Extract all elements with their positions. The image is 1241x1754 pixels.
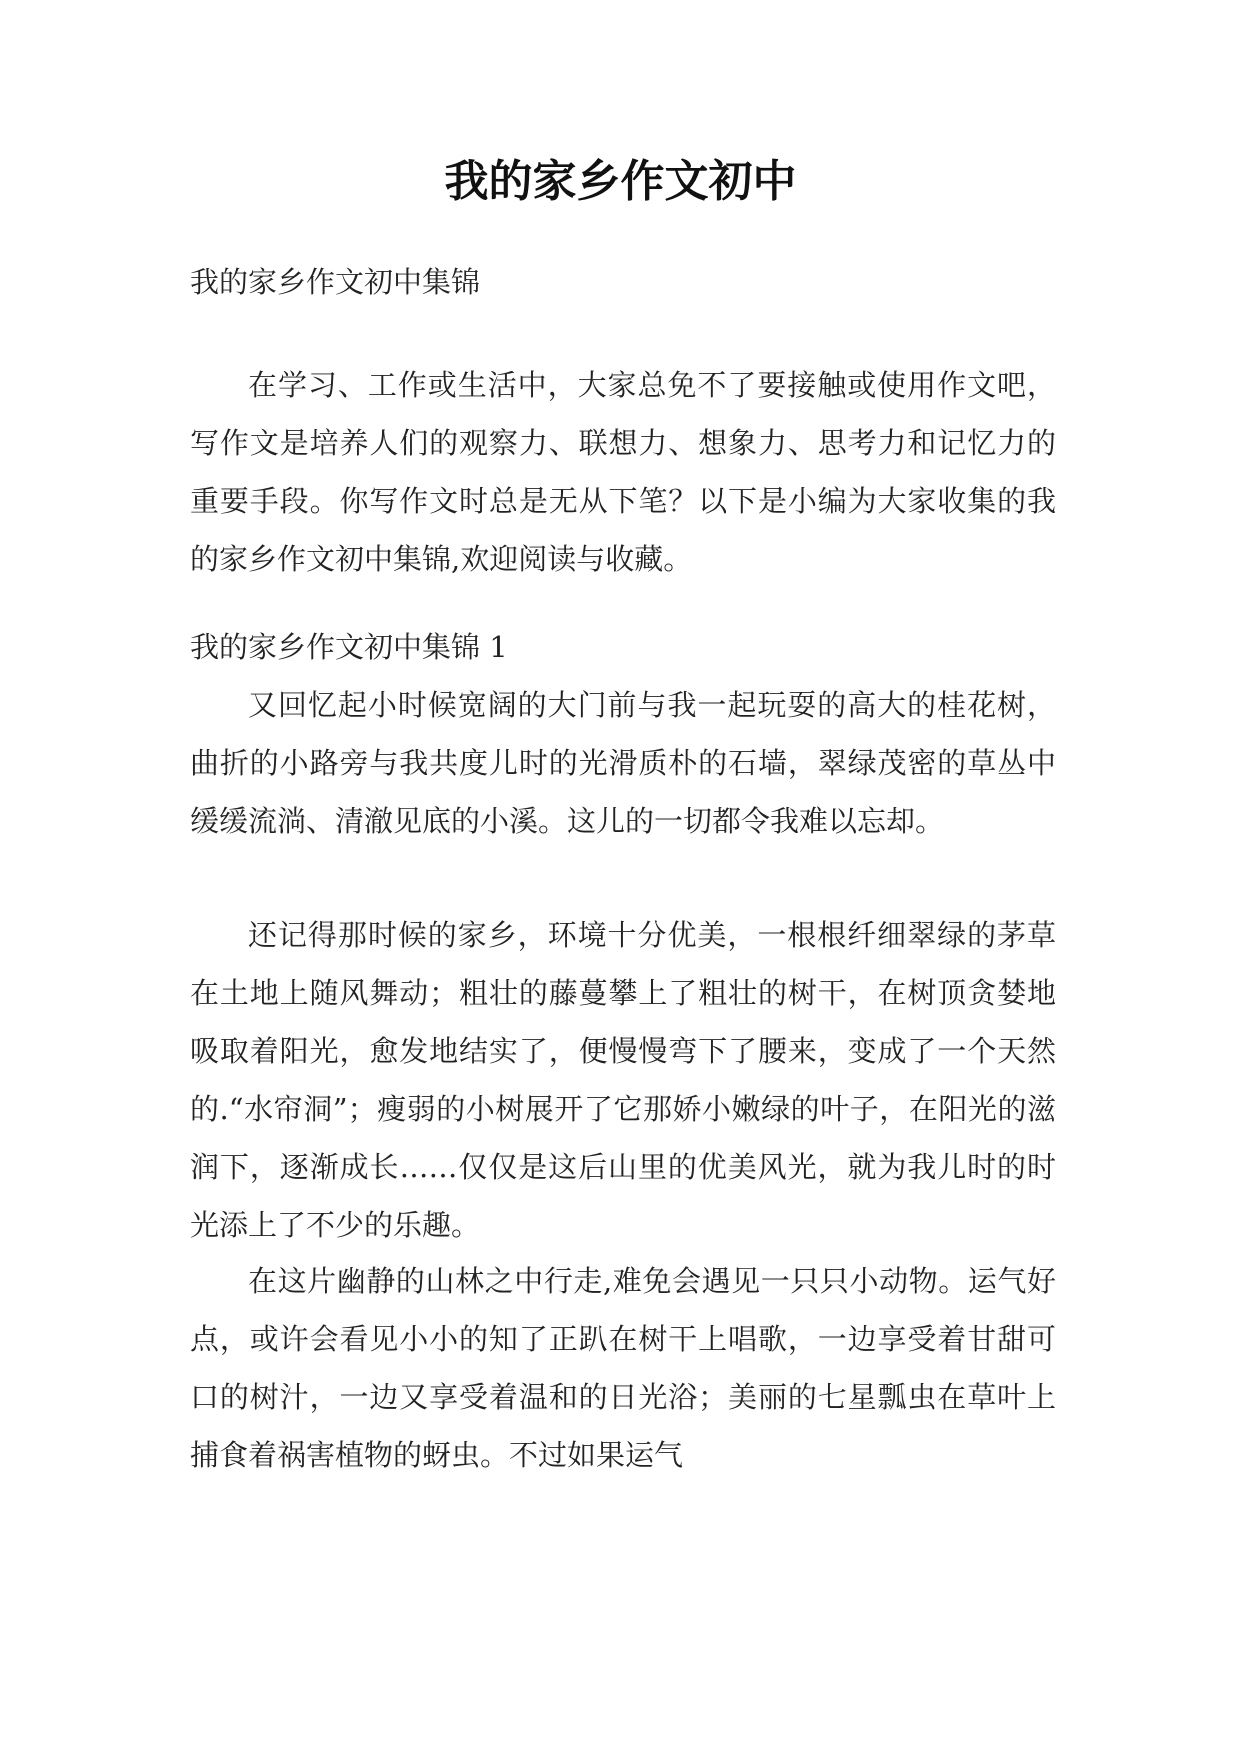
document-subtitle: 我的家乡作文初中集锦 — [190, 265, 481, 299]
section-heading: 我的家乡作文初中集锦 1 — [190, 630, 508, 664]
section-paragraph-2: 还记得那时候的家乡，环境十分优美，一根根纤细翠绿的茅草在土地上随风舞动；粗壮的藤蔓攀上了粗壮的树干，在树顶贪婪地吸取着阳光，愈发地结实了，便慢慢弯下了腰来，变成了一个天然的.“水帘洞”；瘦弱的小树展开了它那娇小嫩绿的叶子，在阳光的滋润下，逐渐成长……仅仅是这后山里的优美风光，就为我儿时的时光添上了不少的乐趣。 — [190, 918, 1056, 1242]
document-title: 我的家乡作文初中 — [444, 156, 797, 207]
section-paragraph-3: 在这片幽静的山林之中行走,难免会遇见一只只小动物。运气好点，或许会看见小小的知了正趴在树干上唱歌，一边享受着甘甜可口的树汁，一边又享受着温和的日光浴；美丽的七星瓢虫在草叶上捕食着祸害植物的蚜虫。不过如果运气 — [190, 1264, 1056, 1472]
section-paragraph-1: 又回忆起小时候宽阔的大门前与我一起玩耍的高大的桂花树，曲折的小路旁与我共度儿时的光滑质朴的石墙，翠绿茂密的草丛中缓缓流淌、清澈见底的小溪。这儿的一切都令我难以忘却。 — [190, 688, 1056, 838]
intro-paragraph: 在学习、工作或生活中，大家总免不了要接触或使用作文吧，写作文是培养人们的观察力、联想力、想象力、思考力和记忆力的重要手段。你写作文时总是无从下笔？以下是小编为大家收集的我的家乡作文初中集锦,欢迎阅读与收藏。 — [190, 368, 1056, 576]
